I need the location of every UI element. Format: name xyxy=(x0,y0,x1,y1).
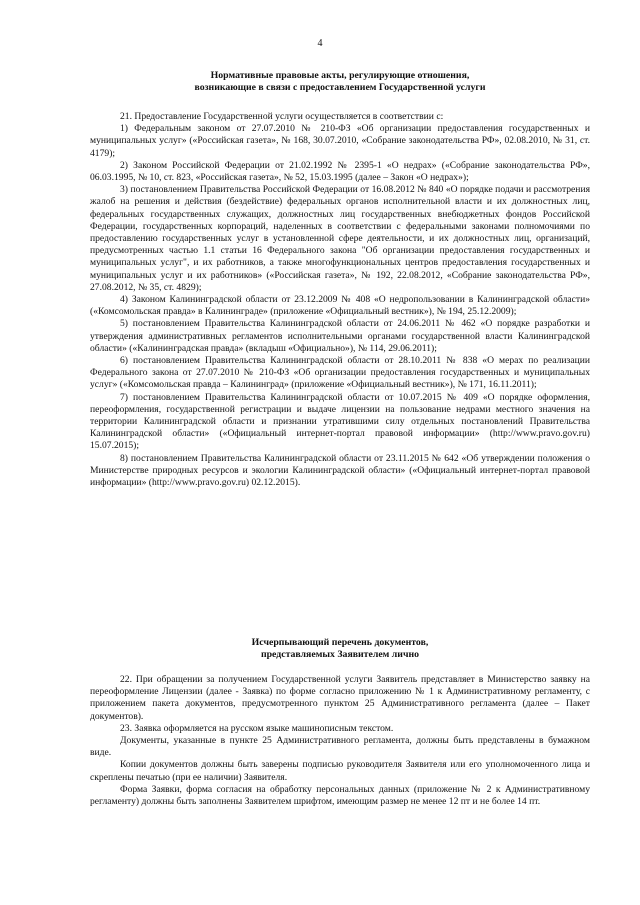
section-heading-legal-acts xyxy=(90,70,590,94)
heading-line: Нормативные правовые акты, регулирующие отношения, xyxy=(210,70,470,81)
section-heading-documents xyxy=(90,637,590,661)
heading-line: Исчерпывающий перечень документов, xyxy=(251,637,429,648)
paragraph: 3) постановлением Правительства Российской Федерации от 16.08.2012 № 840 «О порядке подачи и рассмотрения жалоб на решения и действия (бездействие) федеральных органов исполнительной власти и их должностных лиц, федеральных государственных служащих, должностных лиц государственных внебюджетных фондов Российской Федерации, государственных корпораций, наделенных в соответствии с федеральными законами полномочиями по предоставлению государственных услуг в установленной сфере деятельности, и их должностных лиц, организаций, предусмотренных частью 1.1 статьи 16 Федерального закона "Об организации предоставления государственных и муниципальных услуг", и их работников, а также многофункциональных центров предоставления государственных и муниципальных услуг и их работников» («Российская газета», № 192, 22.08.2012, «Собрание законодательства РФ», 27.08.2012, № 35, ст. 4829); xyxy=(90,184,590,293)
documents-section xyxy=(90,674,590,808)
page-number: 4 xyxy=(317,38,323,49)
heading-line: возникающие в связи с предоставлением Государственной услуги xyxy=(194,82,486,93)
paragraph: 4) Законом Калининградской области от 23.12.2009 № 408 «О недропользовании в Калининградской области» («Комсомольская правда» в Калининграде» (приложение «Официальный вестник»), № 194, 25.12.2009); xyxy=(90,294,590,318)
paragraph: 22. При обращении за получением Государственной услуги Заявитель представляет в Министерство заявку на переоформление Лицензии (далее - Заявка) по форме согласно приложению № 1 к Административному регламенту, с приложением пакета документов, предусмотренного пунктом 25 Административного регламента (далее – Пакет документов). xyxy=(90,674,590,722)
heading-line: представляемых Заявителем лично xyxy=(260,649,420,660)
paragraph: 2) Законом Российской Федерации от 21.02.1992 № 2395-1 «О недрах» («Собрание законодательства РФ», 06.03.1995, № 10, ст. 823, «Российская газета», № 52, 15.03.1995 (далее – Закон «О недрах»); xyxy=(90,159,590,184)
paragraph: 6) постановлением Правительства Калининградской области от 28.10.2011 № 838 «О мерах по реализации Федерального закона от 27.07.2010 № 210-ФЗ «Об организации предоставления государственных и муниципальных услуг» («Комсомольская правда – Калининград» (приложение «Официальный вестник»), № 171, 16.11.2011); xyxy=(90,355,590,391)
paragraph: 5) постановлением Правительства Калининградской области от 24.06.2011 № 462 «О порядке разработки и утверждения административных регламентов исполнительными органами государственной власти Калининградской области» («Калининградская правда» (вкладыш «Официально»), № 114, 29.06.2011); xyxy=(90,318,590,354)
paragraph: Документы, указанные в пункте 25 Административного регламента, должны быть представлены в бумажном виде. xyxy=(90,735,590,759)
paragraph: 1) Федеральным законом от 27.07.2010 № 210-ФЗ «Об организации предоставления государственных и муниципальных услуг» («Российская газета», № 168, 30.07.2010, «Собрание законодательства РФ», 02.08.2010, № 31, ст. 4179); xyxy=(90,123,590,159)
paragraph: 7) постановлением Правительства Калининградской области от 10.07.2015 № 409 «О порядке оформления, переоформления, государственной регистрации и выдаче лицензии на пользование недрами местного значения на территории Калининградской области и признании утратившими силу отдельных постановлений Правительства Калининградской области» («Официальный интернет-портал правовой информации» (http://www.pravo.gov.ru) 15.07.2015); xyxy=(90,391,590,452)
legal-acts-list xyxy=(90,111,590,489)
paragraph: Форма Заявки, форма согласия на обработку персональных данных (приложение № 2 к Административному регламенту) должны быть заполнены Заявителем шрифтом, имеющим размер не менее 12 пт и не более 14 пт. xyxy=(90,783,590,808)
paragraph: 23. Заявка оформляется на русском языке машинописным текстом. xyxy=(120,722,394,734)
paragraph: 8) постановлением Правительства Калининградской области от 23.11.2015 № 642 «Об утверждении положения о Министерстве природных ресурсов и экологии Калининградской области» («Официальный интернет-портал правовой информации» (http://www.pravo.gov.ru) 02.12.2015). xyxy=(90,452,590,489)
paragraph: Копии документов должны быть заверены подписью руководителя Заявителя или его уполномоченного лица и скреплены печатью (при ее наличии) Заявителя. xyxy=(90,759,590,783)
paragraph: 21. Предоставление Государственной услуги осуществляется в соответствии с: xyxy=(120,111,444,122)
